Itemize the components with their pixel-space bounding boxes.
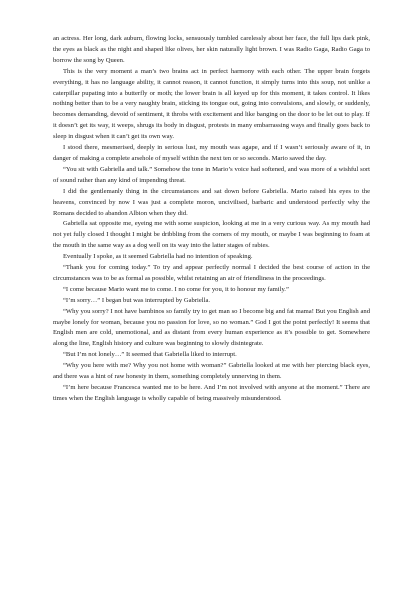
paragraph: “I come because Mario want me to come. I no come for you, it to honour my family.”: [63, 285, 289, 293]
paragraph: “But I’m not lonely…” It seemed that Gabriella liked to interrupt.: [63, 351, 237, 359]
paragraph: an actress. Her long, dark auburn, flowing locks, sensuously tumbled carelessly about her face, the full lips dark pink, the eyes as black as the night and shaped like olives, her skin naturally light brown. I was Radio Gaga, Radio Gaga to borrow the song by Queen.: [53, 35, 370, 64]
paragraph: Eventually I spoke, as it seemed Gabriella had no intention of speaking.: [63, 253, 253, 261]
paragraph: “I’m here because Francesca wanted me to be here. And I’m not involved with anyone at the moment.” There are times when the English language is wholly capable of being massively misunderstood.: [53, 384, 370, 402]
paragraph: This is the very moment a man’s two brains act in perfect harmony with each other. The upper brain forgets everything, it has no language ability, it cannot reason, it cannot function, it simply turns into this soup, not unlike a caterpillar pupating into a butterfly or moth; the lower brain is all keyed up for this moment, it takes control. It likes nothing better than to be a very naughty brain, sticking its tongue out, going into convulsions, and slowly, or suddenly, becomes demanding, devoid of sentiment, it throbs with excitement and like banging on the door to be let out to play. If it doesn’t get its way, it weeps, shrugs its body in disgust, protests in many embarrassing ways and finally goes back to sleep in disgust when it can’t get its own way.: [53, 67, 370, 141]
paragraph: “Why you sorry? I not have bambinos so family try to get man so I become big and fat mama! But you English and maybe lonely for woman, because you no passion for love, so no woman.” God I got the point perfectly! It seems that English men are cold, unemotional, and as distant from every human experience as it’s possible to get. Somewhere along the line, English history and culture was beginning to slowly disintegrate.: [53, 307, 370, 348]
paragraph: “Why you here with me? Why you not home with woman?” Gabriella looked at me with her piercing black eyes, and there was a hint of raw honesty in them, something completely unnerving in them.: [53, 362, 370, 381]
paragraph: “You sit with Gabriella and talk.” Somehow the tone in Mario’s voice had softened, and was more of a wishful sort of sound rather than any kind of impending threat.: [53, 165, 370, 184]
paragraph: “Thank you for coming today.” To try and appear perfectly normal I decided the best course of action in the circumstances was to be as formal as possible, whilst retaining an air of friendliness in the proceedings.: [53, 264, 370, 282]
paragraph: “I’m sorry…” I began but was interrupted by Gabriella.: [63, 296, 211, 304]
paragraph: I stood there, mesmerised, deeply in serious lust, my mouth was agape, and if I wasn’t seriously aware of it, in danger of making a complete arsehole of myself within the next ten or so seconds. Mario saved the day.: [53, 144, 370, 162]
paragraph: I did the gentlemanly thing in the circumstances and sat down before Gabriella. Mario raised his eyes to the heavens, convinced by now I was just a complete moron, uncivilised, barbaric and understood perfectly why the Romans decided to abandon Albion when they did.: [53, 187, 370, 217]
paragraph: Gabriella sat opposite me, eyeing me with some suspicion, looking at me in a very curious way. As my mouth had not yet fully closed I thought I might be dribbling from the corners of my mouth, or maybe I was beginning to foam at the mouth in the same way as a dog well on its way into the latter stages of rabies.: [53, 220, 370, 250]
